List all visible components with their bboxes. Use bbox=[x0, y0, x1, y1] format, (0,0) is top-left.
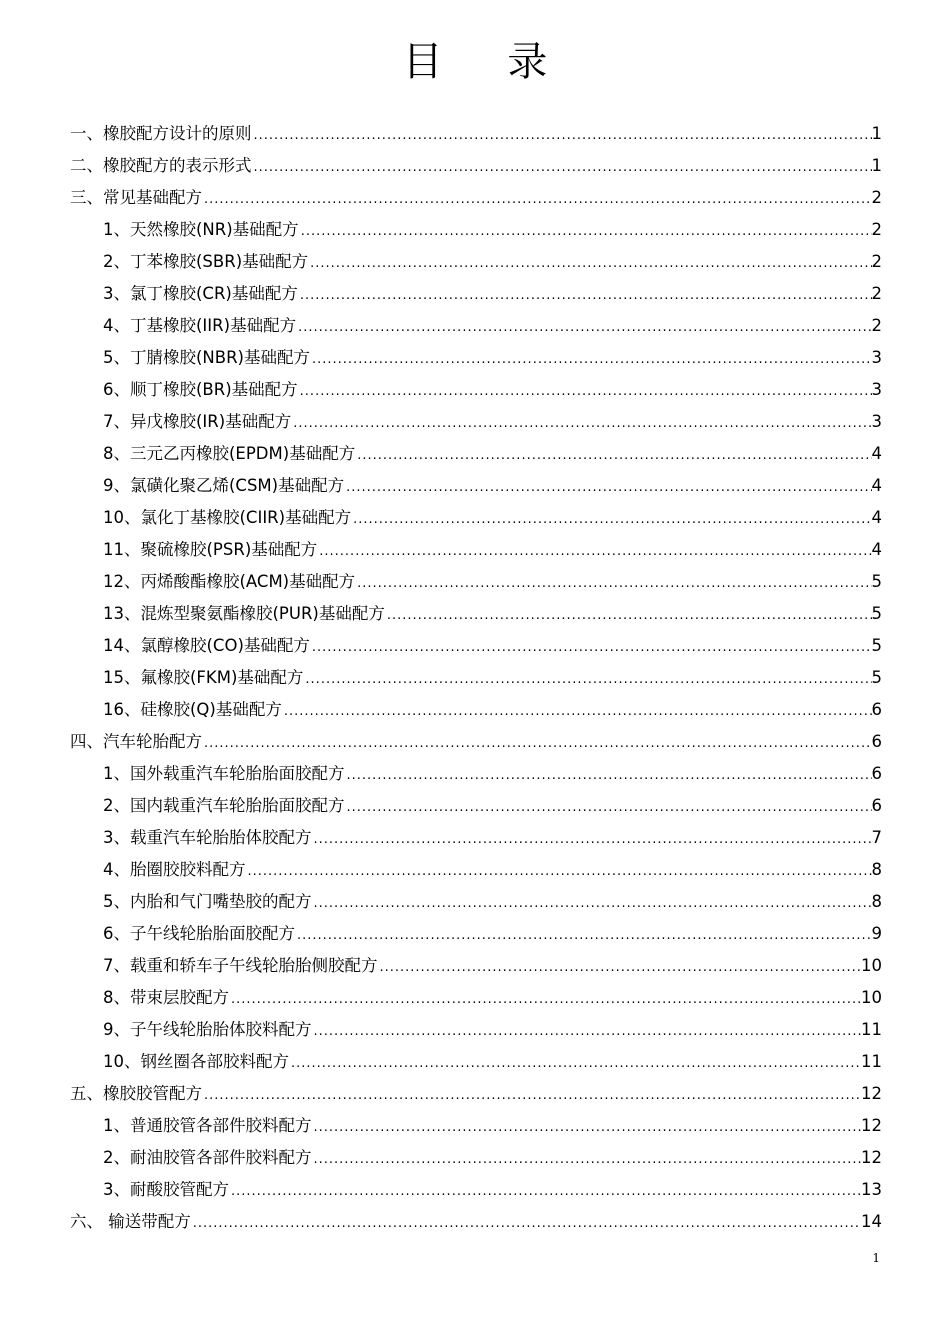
toc-entry-page-number: 4 bbox=[871, 444, 882, 463]
toc-entry[interactable] bbox=[70, 918, 882, 950]
toc-entry[interactable] bbox=[70, 278, 882, 310]
toc-entry-page-number: 1 bbox=[871, 156, 882, 175]
toc-dot-leader bbox=[246, 856, 872, 888]
toc-entry-label: 6、顺丁橡胶(BR)基础配方 bbox=[103, 380, 298, 399]
toc-dot-leader bbox=[308, 248, 871, 280]
toc-entry-label: 二、橡胶配方的表示形式 bbox=[70, 156, 252, 175]
toc-entry-label: 8、三元乙丙橡胶(EPDM)基础配方 bbox=[103, 444, 356, 463]
toc-dot-leader bbox=[312, 888, 872, 920]
toc-entry[interactable] bbox=[70, 246, 882, 278]
toc-dot-leader bbox=[298, 376, 872, 408]
toc-entry-page-number: 12 bbox=[861, 1084, 882, 1103]
toc-entry-page-number: 4 bbox=[871, 476, 882, 495]
toc-entry-page-number: 11 bbox=[861, 1020, 882, 1039]
toc-entry[interactable] bbox=[70, 1142, 882, 1174]
toc-dot-leader bbox=[202, 728, 872, 760]
toc-entry[interactable] bbox=[70, 982, 882, 1014]
toc-entry-page-number: 3 bbox=[871, 348, 882, 367]
toc-entry-label: 1、国外载重汽车轮胎胎面胶配方 bbox=[103, 764, 345, 783]
toc-entry-label: 10、氯化丁基橡胶(CIIR)基础配方 bbox=[103, 508, 352, 527]
toc-entry-page-number: 2 bbox=[871, 284, 882, 303]
toc-entry-page-number: 6 bbox=[871, 732, 882, 751]
toc-entry-label: 8、带束层胶配方 bbox=[103, 988, 229, 1007]
toc-entry-page-number: 10 bbox=[861, 956, 882, 975]
toc-entry[interactable] bbox=[70, 1206, 882, 1238]
toc-entry[interactable] bbox=[70, 406, 882, 438]
toc-entry[interactable] bbox=[70, 150, 882, 182]
toc-entry-label: 9、氯磺化聚乙烯(CSM)基础配方 bbox=[103, 476, 345, 495]
toc-entry-label: 7、异戊橡胶(IR)基础配方 bbox=[103, 412, 292, 431]
toc-entry-page-number: 6 bbox=[871, 796, 882, 815]
toc-dot-leader bbox=[296, 312, 871, 344]
toc-entry-label: 12、丙烯酸酯橡胶(ACM)基础配方 bbox=[103, 572, 356, 591]
toc-entry-page-number: 5 bbox=[871, 636, 882, 655]
toc-entry[interactable] bbox=[70, 662, 882, 694]
toc-entry-label: 一、橡胶配方设计的原则 bbox=[70, 124, 252, 143]
toc-entry-page-number: 8 bbox=[871, 860, 882, 879]
toc-entry[interactable] bbox=[70, 1078, 882, 1110]
toc-entry-label: 2、国内载重汽车轮胎胎面胶配方 bbox=[103, 796, 345, 815]
toc-dot-leader bbox=[385, 600, 872, 632]
toc-entry-page-number: 2 bbox=[871, 252, 882, 271]
toc-entry-page-number: 13 bbox=[861, 1180, 882, 1199]
table-of-contents bbox=[70, 118, 882, 1238]
toc-entry-page-number: 9 bbox=[871, 924, 882, 943]
page-title: 目 录 bbox=[402, 39, 574, 85]
toc-entry-page-number: 14 bbox=[861, 1212, 882, 1231]
toc-entry-label: 三、常见基础配方 bbox=[70, 188, 202, 207]
toc-dot-leader bbox=[229, 1176, 861, 1208]
toc-dot-leader bbox=[291, 408, 871, 440]
toc-dot-leader bbox=[344, 472, 871, 504]
toc-entry[interactable] bbox=[70, 950, 882, 982]
toc-entry-label: 5、内胎和气门嘴垫胶的配方 bbox=[103, 892, 312, 911]
toc-entry-page-number: 12 bbox=[861, 1148, 882, 1167]
toc-entry-label: 4、丁基橡胶(IIR)基础配方 bbox=[103, 316, 297, 335]
toc-entry-page-number: 8 bbox=[871, 892, 882, 911]
toc-entry-label: 五、橡胶胶管配方 bbox=[70, 1084, 202, 1103]
toc-entry-label: 四、汽车轮胎配方 bbox=[70, 732, 202, 751]
toc-dot-leader bbox=[312, 1112, 862, 1144]
toc-entry-label: 6、子午线轮胎胎面胶配方 bbox=[103, 924, 295, 943]
toc-dot-leader bbox=[345, 760, 872, 792]
toc-entry-label: 2、丁苯橡胶(SBR)基础配方 bbox=[103, 252, 309, 271]
toc-entry[interactable] bbox=[70, 502, 882, 534]
toc-dot-leader bbox=[355, 568, 871, 600]
toc-entry-label: 1、天然橡胶(NR)基础配方 bbox=[103, 220, 299, 239]
toc-dot-leader bbox=[355, 440, 871, 472]
toc-entry[interactable] bbox=[70, 1014, 882, 1046]
toc-dot-leader bbox=[345, 792, 872, 824]
toc-entry-label: 16、硅橡胶(Q)基础配方 bbox=[103, 700, 282, 719]
toc-entry-page-number: 11 bbox=[861, 1052, 882, 1071]
toc-dot-leader bbox=[310, 632, 872, 664]
toc-entry-label: 3、氯丁橡胶(CR)基础配方 bbox=[103, 284, 298, 303]
toc-entry-label: 7、载重和轿车子午线轮胎胎侧胶配方 bbox=[103, 956, 378, 975]
toc-entry[interactable] bbox=[70, 886, 882, 918]
toc-entry-label: 14、氯醇橡胶(CO)基础配方 bbox=[103, 636, 310, 655]
toc-dot-leader bbox=[202, 184, 872, 216]
toc-entry[interactable] bbox=[70, 630, 882, 662]
toc-entry[interactable] bbox=[70, 534, 882, 566]
toc-dot-leader bbox=[295, 920, 872, 952]
toc-dot-leader bbox=[312, 1016, 862, 1048]
toc-entry[interactable] bbox=[70, 470, 882, 502]
toc-entry-page-number: 6 bbox=[871, 764, 882, 783]
toc-entry-page-number: 4 bbox=[871, 540, 882, 559]
toc-entry-page-number: 10 bbox=[861, 988, 882, 1007]
toc-dot-leader bbox=[312, 824, 872, 856]
toc-entry-label: 5、丁腈橡胶(NBR)基础配方 bbox=[103, 348, 310, 367]
toc-entry[interactable] bbox=[70, 598, 882, 630]
toc-dot-leader bbox=[310, 344, 872, 376]
toc-dot-leader bbox=[202, 1080, 861, 1112]
toc-dot-leader bbox=[289, 1048, 861, 1080]
toc-entry[interactable] bbox=[70, 1046, 882, 1078]
toc-entry-page-number: 12 bbox=[861, 1116, 882, 1135]
toc-entry-page-number: 4 bbox=[871, 508, 882, 527]
toc-dot-leader bbox=[312, 1144, 862, 1176]
toc-dot-leader bbox=[351, 504, 871, 536]
toc-entry[interactable] bbox=[70, 758, 882, 790]
toc-entry-label: 9、子午线轮胎胎体胶料配方 bbox=[103, 1020, 312, 1039]
toc-entry-page-number: 5 bbox=[871, 572, 882, 591]
toc-entry[interactable] bbox=[70, 1110, 882, 1142]
toc-entry-page-number: 7 bbox=[871, 828, 882, 847]
toc-entry-label: 13、混炼型聚氨酯橡胶(PUR)基础配方 bbox=[103, 604, 385, 623]
toc-entry[interactable] bbox=[70, 726, 882, 758]
toc-dot-leader bbox=[252, 152, 872, 184]
toc-entry[interactable] bbox=[70, 438, 882, 470]
toc-entry-page-number: 2 bbox=[871, 188, 882, 207]
toc-entry-label: 2、耐油胶管各部件胶料配方 bbox=[103, 1148, 312, 1167]
toc-entry-page-number: 3 bbox=[871, 380, 882, 399]
toc-entry-page-number: 5 bbox=[871, 668, 882, 687]
toc-entry[interactable] bbox=[70, 854, 882, 886]
toc-dot-leader bbox=[298, 280, 872, 312]
footer-page-number: 1 bbox=[872, 1251, 880, 1265]
toc-entry[interactable] bbox=[70, 342, 882, 374]
toc-entry-label: 15、氟橡胶(FKM)基础配方 bbox=[103, 668, 304, 687]
toc-entry-label: 1、普通胶管各部件胶料配方 bbox=[103, 1116, 312, 1135]
toc-entry-page-number: 2 bbox=[871, 220, 882, 239]
toc-entry[interactable] bbox=[70, 310, 882, 342]
toc-entry-label: 10、钢丝圈各部胶料配方 bbox=[103, 1052, 289, 1071]
toc-entry[interactable] bbox=[70, 1174, 882, 1206]
toc-entry-page-number: 2 bbox=[871, 316, 882, 335]
toc-dot-leader bbox=[191, 1208, 861, 1240]
toc-dot-leader bbox=[303, 664, 871, 696]
toc-entry[interactable] bbox=[70, 182, 882, 214]
toc-dot-leader bbox=[282, 696, 872, 728]
toc-entry[interactable] bbox=[70, 214, 882, 246]
toc-dot-leader bbox=[317, 536, 871, 568]
toc-dot-leader bbox=[229, 984, 861, 1016]
toc-entry-label: 3、耐酸胶管配方 bbox=[103, 1180, 229, 1199]
toc-entry-label: 3、载重汽车轮胎胎体胶配方 bbox=[103, 828, 312, 847]
toc-dot-leader bbox=[252, 120, 872, 152]
toc-entry-label: 4、胎圈胶胶料配方 bbox=[103, 860, 246, 879]
toc-entry-label: 六、 输送带配方 bbox=[70, 1212, 191, 1231]
toc-dot-leader bbox=[299, 216, 872, 248]
toc-entry-page-number: 6 bbox=[871, 700, 882, 719]
toc-entry-page-number: 5 bbox=[871, 604, 882, 623]
toc-entry[interactable] bbox=[70, 566, 882, 598]
toc-entry-page-number: 1 bbox=[871, 124, 882, 143]
toc-entry[interactable] bbox=[70, 118, 882, 150]
toc-entry-page-number: 3 bbox=[871, 412, 882, 431]
toc-entry-label: 11、聚硫橡胶(PSR)基础配方 bbox=[103, 540, 318, 559]
toc-entry[interactable] bbox=[70, 790, 882, 822]
toc-dot-leader bbox=[378, 952, 862, 984]
toc-entry[interactable] bbox=[70, 374, 882, 406]
toc-entry[interactable] bbox=[70, 694, 882, 726]
toc-entry[interactable] bbox=[70, 822, 882, 854]
